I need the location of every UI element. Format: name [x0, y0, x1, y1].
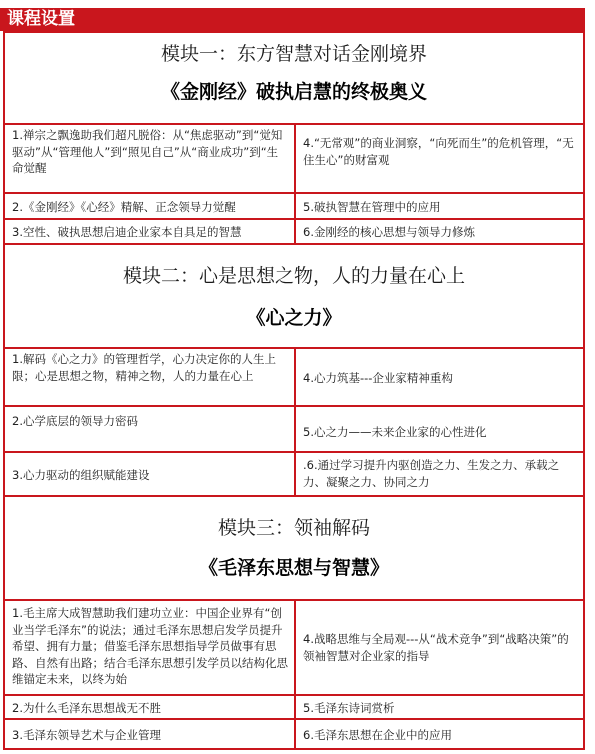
module-3-subtitle: 《毛泽东思想与智慧》: [198, 557, 389, 579]
module-2-item-2: 2.心学底层的领导力密码: [5, 407, 296, 453]
module-3-item-4: 4.战略思维与全局观---从“战术竞争”到“战略决策”的领袖智慧对企业家的指导: [296, 601, 583, 696]
module-2-item-3: 3.心力驱动的组织赋能建设: [5, 453, 296, 497]
module-3-item-2: 2.为什么毛泽东思想战无不胜: [5, 696, 296, 720]
module-2-item-1: 1.解码《心之力》的管理哲学，心力决定你的人生上限；心是思想之物，精神之物，人的力量在心上: [5, 349, 296, 407]
module-2-item-6: .6.通过学习提升内驱创造之力、生发之力、承载之力、凝聚之力、协同之力: [296, 453, 583, 497]
module-3-item-6: 6.毛泽东思想在企业中的应用: [303, 727, 452, 742]
module-2-title: 模块二：心是思想之物，人的力量在心上: [122, 265, 465, 287]
module-1-item-5: 5.破执智慧在管理中的应用: [296, 194, 583, 220]
module-3-item-1: 1.毛主席大成智慧助我们建功立业：中国企业界有“创业当学毛泽东”的说法；通过毛泽东思想启发学员提升希望、拥有力量；借鉴毛泽东思想指导学员做事有思路、自然有出路；结合毛泽东思想引发学员以结构化思维锚定未来，以终为始: [5, 601, 296, 696]
module-1-title: 模块一：东方智慧对话金刚境界: [160, 43, 427, 65]
module-1-header: [5, 33, 583, 125]
module-1-item-2: 2.《金刚经》《心经》精解、正念领导力觉醒: [5, 194, 296, 220]
module-3-item-5: 5.毛泽东诗词赏析: [296, 696, 583, 720]
module-2-item-4: 4.心力筑基---企业家精神重构: [296, 349, 583, 407]
module-1-item-1: 1.禅宗之飘逸助我们超凡脱俗：从“焦虑驱动”到“觉知驱动”从“管理他人”到“照见自己”从“商业成功”到“生命觉醒: [5, 125, 296, 194]
module-3-title: 模块三：领袖解码: [217, 517, 370, 539]
module-3-header: [5, 497, 583, 601]
course-table: [3, 31, 585, 750]
module-2-header: [5, 245, 583, 349]
module-1-item-6: 6.金刚经的核心思想与领导力修炼: [296, 220, 583, 245]
module-1-item-3: 3.空性、破执思想启迪企业家本自具足的智慧: [5, 220, 296, 245]
section-header-bar: [0, 8, 585, 31]
module-2-item-5: 5.心之力——未来企业家的心性进化: [296, 407, 583, 453]
module-2-subtitle: 《心之力》: [246, 307, 342, 329]
module-1-subtitle: 《金刚经》破执启慧的终极奥义: [160, 81, 427, 103]
section-title: 课程设置: [7, 9, 75, 29]
module-3-item-3: 3.毛泽东领导艺术与企业管理: [5, 720, 296, 748]
module-1-item-4: 4.“无常观”的商业洞察，“向死而生”的危机管理，“无住生心”的财富观: [296, 125, 583, 194]
